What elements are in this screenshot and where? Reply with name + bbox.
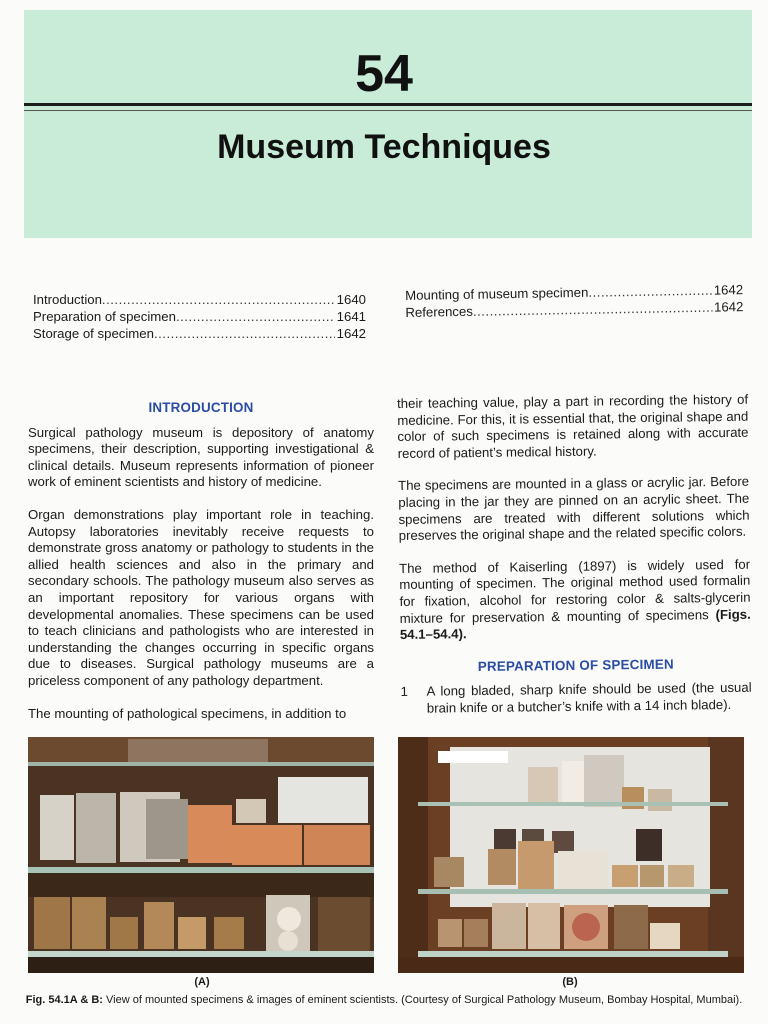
- list-item: [401, 680, 752, 717]
- intro-paragraph-1: Surgical pathology museum is depository of anatomy specimens, their description, supporting investigational & clinical details. Museum represents information of pioneer work of eminent scientists and history of medicine.: [28, 424, 374, 490]
- list-item-number: 1: [400, 684, 409, 700]
- intro-paragraph-6: The method of Kaiserling (1897) is widely used for mounting of specimen. The original method used formalin for fixation, alcohol for restoring color & salts-glycerin mixture for preservation & mounting of specimens (Figs. 54.1–54.4).: [399, 556, 751, 643]
- banner-rule: [24, 103, 752, 106]
- figure-photo-b: [398, 737, 744, 973]
- toc-page: 1642: [336, 326, 366, 341]
- toc-page: 1641: [336, 309, 366, 324]
- intro-paragraph-5: The specimens are mounted in a glass or acrylic jar. Before placing in the jar they are pinned on an acrylic sheet. The specimens are treated with different solutions which preserves the original shape and the related specific colors.: [398, 474, 750, 544]
- left-column: [28, 400, 374, 722]
- list-item-text: A long bladed, sharp knife should be used (the usual brain knife or a butcher’s knife with a 14 inch blade).: [426, 680, 752, 716]
- right-column: [397, 392, 752, 718]
- figure-label-b: (B): [562, 976, 578, 988]
- figure-label-a: (A): [194, 976, 210, 988]
- intro-paragraph-3: The mounting of pathological specimens, in addition to: [28, 705, 347, 721]
- section-heading-introduction: INTRODUCTION: [148, 400, 254, 415]
- toc-label: Storage of specimen: [33, 326, 154, 341]
- toc-label: Introduction: [33, 292, 102, 307]
- toc-label: Mounting of museum specimen: [405, 284, 589, 303]
- toc-entry: [33, 308, 366, 325]
- toc-left: [33, 291, 366, 342]
- toc-label: References: [405, 303, 474, 320]
- figure-caption: [20, 994, 748, 1007]
- figure-reference: (Figs. 54.1–54.4).: [399, 606, 751, 643]
- chapter-number: 54: [355, 45, 413, 103]
- figure-caption-ref: Fig. 54.1A & B:: [25, 994, 103, 1006]
- figure-caption-text: View of mounted specimens & images of eminent scientists. (Courtesy of Surgical Pathology Museum, Bombay Hospital, Mumbai).: [102, 994, 743, 1006]
- figure-photo-a: [28, 737, 374, 973]
- intro-paragraph-2: Organ demonstrations play important role in teaching. Autopsy laboratories inevitably receive requests to demonstrate gross anatomy or pathology to students in the allied health sciences and also in the primary and secondary schools. The pathology museum also serves as an important repository for various organs with developmental anomalies. These specimens can be used to teach clinicians and pathologists who are interested in understanding the changes occurring in specific organs due to diseases. Surgical pathology museums are a priceless component of any pathology department.: [28, 506, 374, 688]
- toc-page: 1640: [336, 292, 366, 307]
- toc-right: [405, 281, 744, 321]
- toc-entry: [33, 291, 366, 308]
- intro-paragraph-4: their teaching value, play a part in recording the history of medicine. For this, it is essential that, the original shape and color of such specimens is retained along with accurate record of patient’s medical history.: [397, 391, 749, 461]
- toc-entry: [33, 325, 366, 342]
- banner-rule-thin: [24, 110, 752, 111]
- toc-page: 1642: [713, 299, 744, 315]
- section-heading-preparation: PREPARATION OF SPECIMEN: [477, 656, 674, 674]
- toc-label: Preparation of specimen: [33, 309, 176, 324]
- chapter-title: Museum Techniques: [217, 128, 551, 166]
- toc-page: 1642: [713, 282, 744, 298]
